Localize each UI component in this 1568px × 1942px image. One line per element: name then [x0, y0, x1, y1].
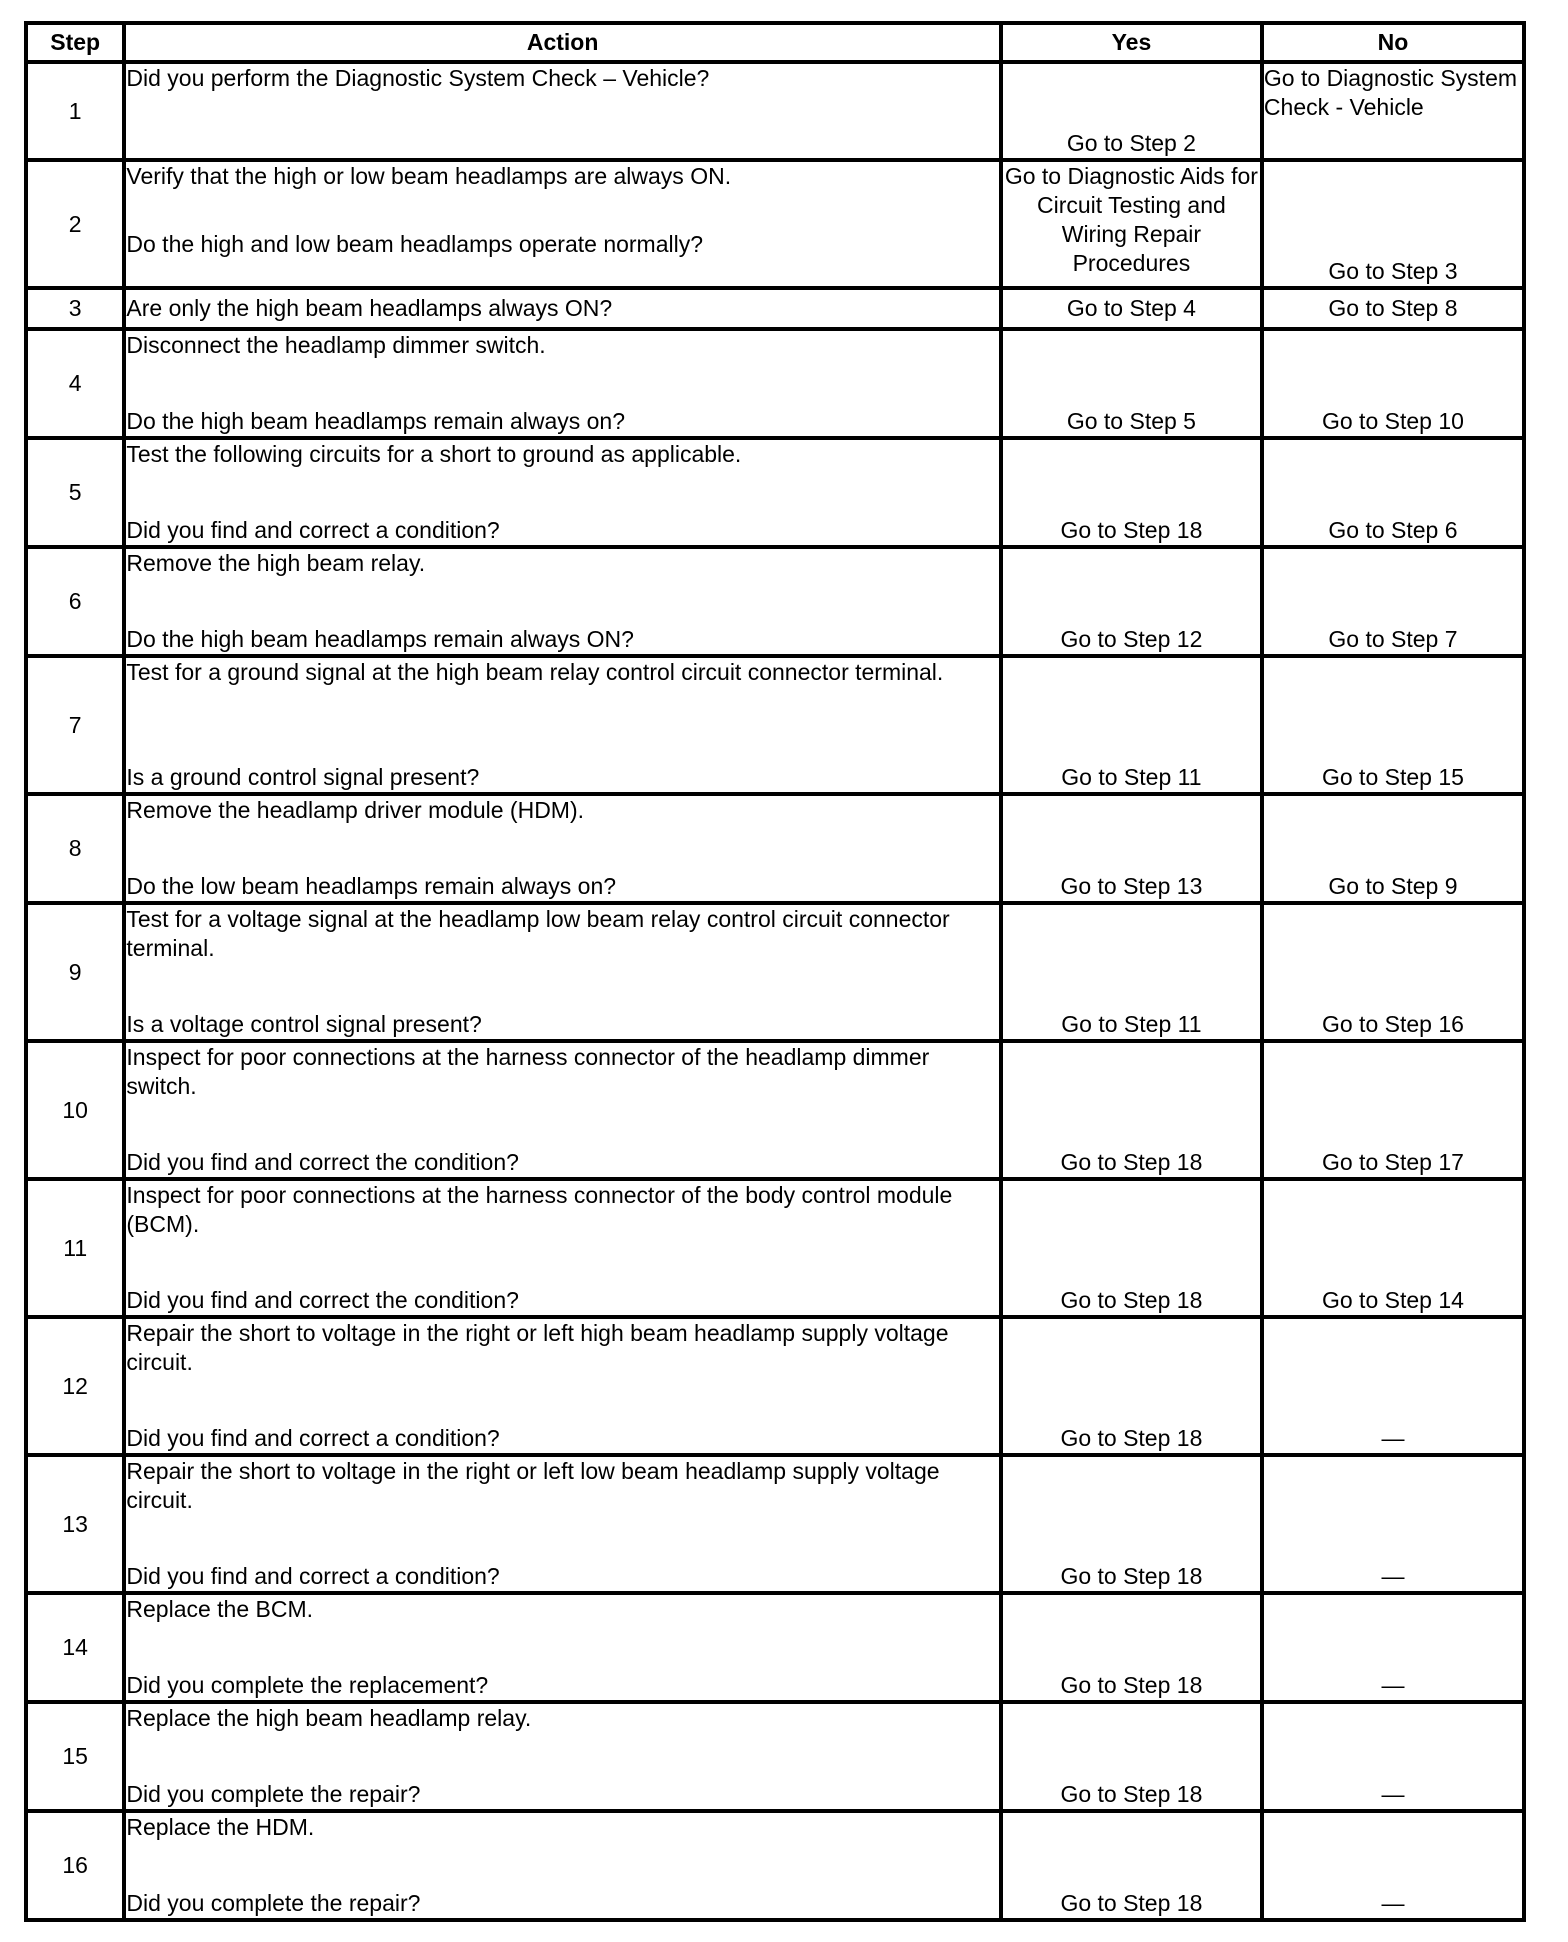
yes-cell: Go to Step 4: [1001, 288, 1262, 329]
instruction-text: Test for a ground signal at the high beam relay control circuit connector terminal.: [126, 659, 944, 685]
question-text: Did you find and correct the condition?: [126, 1149, 519, 1175]
step-number: 7: [26, 656, 124, 794]
table-row: [26, 656, 1524, 794]
yes-cell: Go to Step 13: [1001, 794, 1262, 903]
table-row: [26, 1593, 1524, 1702]
no-cell: —: [1262, 1811, 1524, 1920]
step-number: 10: [26, 1041, 124, 1179]
no-cell: Go to Step 6: [1262, 438, 1524, 547]
header-row: [26, 23, 1524, 62]
yes-cell: Go to Step 5: [1001, 329, 1262, 438]
diagnostic-table: [24, 21, 1526, 1922]
yes-cell: Go to Step 2: [1001, 62, 1262, 160]
instruction-text: Replace the high beam headlamp relay.: [126, 1705, 532, 1731]
action-cell: [124, 1455, 1001, 1593]
step-number: 4: [26, 329, 124, 438]
instruction-text: Remove the headlamp driver module (HDM).: [126, 797, 585, 823]
action-cell: [124, 794, 1001, 903]
question-text: Is a voltage control signal present?: [126, 1011, 482, 1037]
step-number: 9: [26, 903, 124, 1041]
instruction-text: Replace the BCM.: [126, 1596, 314, 1622]
instruction-text: Repair the short to voltage in the right or left low beam headlamp supply voltage circuit.: [126, 1458, 940, 1513]
no-cell: Go to Step 14: [1262, 1179, 1524, 1317]
no-cell: —: [1262, 1702, 1524, 1811]
step-number: 15: [26, 1702, 124, 1811]
instruction-text: Test for a voltage signal at the headlamp low beam relay control circuit connector terminal.: [126, 906, 950, 961]
action-cell: [124, 547, 1001, 656]
table-row: [26, 1179, 1524, 1317]
no-cell: Go to Step 15: [1262, 656, 1524, 794]
question-text: Do the low beam headlamps remain always on?: [126, 873, 617, 899]
action-cell: [124, 1593, 1001, 1702]
table-row: [26, 1041, 1524, 1179]
no-cell: Go to Step 3: [1262, 160, 1524, 288]
table-row: [26, 62, 1524, 160]
step-number: 11: [26, 1179, 124, 1317]
instruction-text: Inspect for poor connections at the harness connector of the body control module (BCM).: [126, 1182, 953, 1237]
step-number: 6: [26, 547, 124, 656]
question-text: Did you find and correct a condition?: [126, 1425, 500, 1451]
question-text: Are only the high beam headlamps always ON?: [126, 295, 613, 321]
no-header: No: [1262, 23, 1524, 62]
table-row: [26, 1702, 1524, 1811]
no-cell: Go to Step 8: [1262, 288, 1524, 329]
instruction-text: Replace the HDM.: [126, 1814, 315, 1840]
no-cell: —: [1262, 1593, 1524, 1702]
table-row: [26, 903, 1524, 1041]
no-cell: —: [1262, 1455, 1524, 1593]
instruction-text: Test the following circuits for a short to ground as applicable.: [126, 441, 742, 467]
step-number: 1: [26, 62, 124, 160]
table-row: [26, 794, 1524, 903]
question-text: Did you complete the repair?: [126, 1890, 421, 1916]
yes-cell: Go to Step 11: [1001, 656, 1262, 794]
table-row: [26, 438, 1524, 547]
question-text: Is a ground control signal present?: [126, 764, 480, 790]
table-row: [26, 547, 1524, 656]
question-text: Did you complete the replacement?: [126, 1672, 489, 1698]
yes-cell: Go to Step 18: [1001, 1811, 1262, 1920]
action-cell: [124, 656, 1001, 794]
yes-cell: Go to Step 18: [1001, 1317, 1262, 1455]
yes-cell: Go to Step 18: [1001, 1702, 1262, 1811]
action-cell: [124, 160, 1001, 288]
instruction-text: Disconnect the headlamp dimmer switch.: [126, 332, 546, 358]
no-cell: Go to Step 9: [1262, 794, 1524, 903]
action-cell: [124, 1317, 1001, 1455]
step-number: 8: [26, 794, 124, 903]
yes-cell: Go to Diagnostic Aids for Circuit Testing and Wiring Repair Procedures: [1001, 160, 1262, 288]
no-cell: Go to Diagnostic System Check - Vehicle: [1262, 62, 1524, 160]
action-cell: [124, 438, 1001, 547]
yes-cell: Go to Step 18: [1001, 1455, 1262, 1593]
yes-cell: Go to Step 18: [1001, 438, 1262, 547]
step-number: 12: [26, 1317, 124, 1455]
question-text: Did you perform the Diagnostic System Check – Vehicle?: [126, 65, 710, 91]
step-number: 3: [26, 288, 124, 329]
action-cell: [124, 1179, 1001, 1317]
action-cell: [124, 62, 1001, 160]
yes-cell: Go to Step 12: [1001, 547, 1262, 656]
question-text: Do the high beam headlamps remain always on?: [126, 408, 626, 434]
table-row: [26, 160, 1524, 288]
yes-cell: Go to Step 18: [1001, 1041, 1262, 1179]
table-row: [26, 1455, 1524, 1593]
question-text: Did you find and correct a condition?: [126, 1563, 500, 1589]
action-cell: [124, 903, 1001, 1041]
no-cell: Go to Step 7: [1262, 547, 1524, 656]
table-row: [26, 1317, 1524, 1455]
step-number: 16: [26, 1811, 124, 1920]
yes-cell: Go to Step 18: [1001, 1593, 1262, 1702]
instruction-text: Repair the short to voltage in the right or left high beam headlamp supply voltage circuit.: [126, 1320, 949, 1375]
question-text: Did you find and correct a condition?: [126, 517, 500, 543]
no-cell: Go to Step 16: [1262, 903, 1524, 1041]
yes-cell: Go to Step 11: [1001, 903, 1262, 1041]
step-number: 5: [26, 438, 124, 547]
no-cell: —: [1262, 1317, 1524, 1455]
action-cell: [124, 1811, 1001, 1920]
table-row: [26, 1811, 1524, 1920]
question-text: Do the high beam headlamps remain always ON?: [126, 626, 634, 652]
action-cell: [124, 288, 1001, 329]
question-text: Do the high and low beam headlamps operate normally?: [126, 231, 704, 257]
table-row: [26, 288, 1524, 329]
instruction-text: Inspect for poor connections at the harness connector of the headlamp dimmer switch.: [126, 1044, 930, 1099]
question-text: Did you complete the repair?: [126, 1781, 421, 1807]
instruction-text: Remove the high beam relay.: [126, 550, 426, 576]
step-number: 14: [26, 1593, 124, 1702]
action-header: Action: [124, 23, 1001, 62]
no-cell: Go to Step 10: [1262, 329, 1524, 438]
step-number: 13: [26, 1455, 124, 1593]
yes-cell: Go to Step 18: [1001, 1179, 1262, 1317]
yes-header: Yes: [1001, 23, 1262, 62]
step-header: Step: [26, 23, 124, 62]
no-cell: Go to Step 17: [1262, 1041, 1524, 1179]
action-cell: [124, 329, 1001, 438]
instruction-text: Verify that the high or low beam headlamps are always ON.: [126, 163, 732, 189]
action-cell: [124, 1041, 1001, 1179]
question-text: Did you find and correct the condition?: [126, 1287, 519, 1313]
table-row: [26, 329, 1524, 438]
action-cell: [124, 1702, 1001, 1811]
step-number: 2: [26, 160, 124, 288]
